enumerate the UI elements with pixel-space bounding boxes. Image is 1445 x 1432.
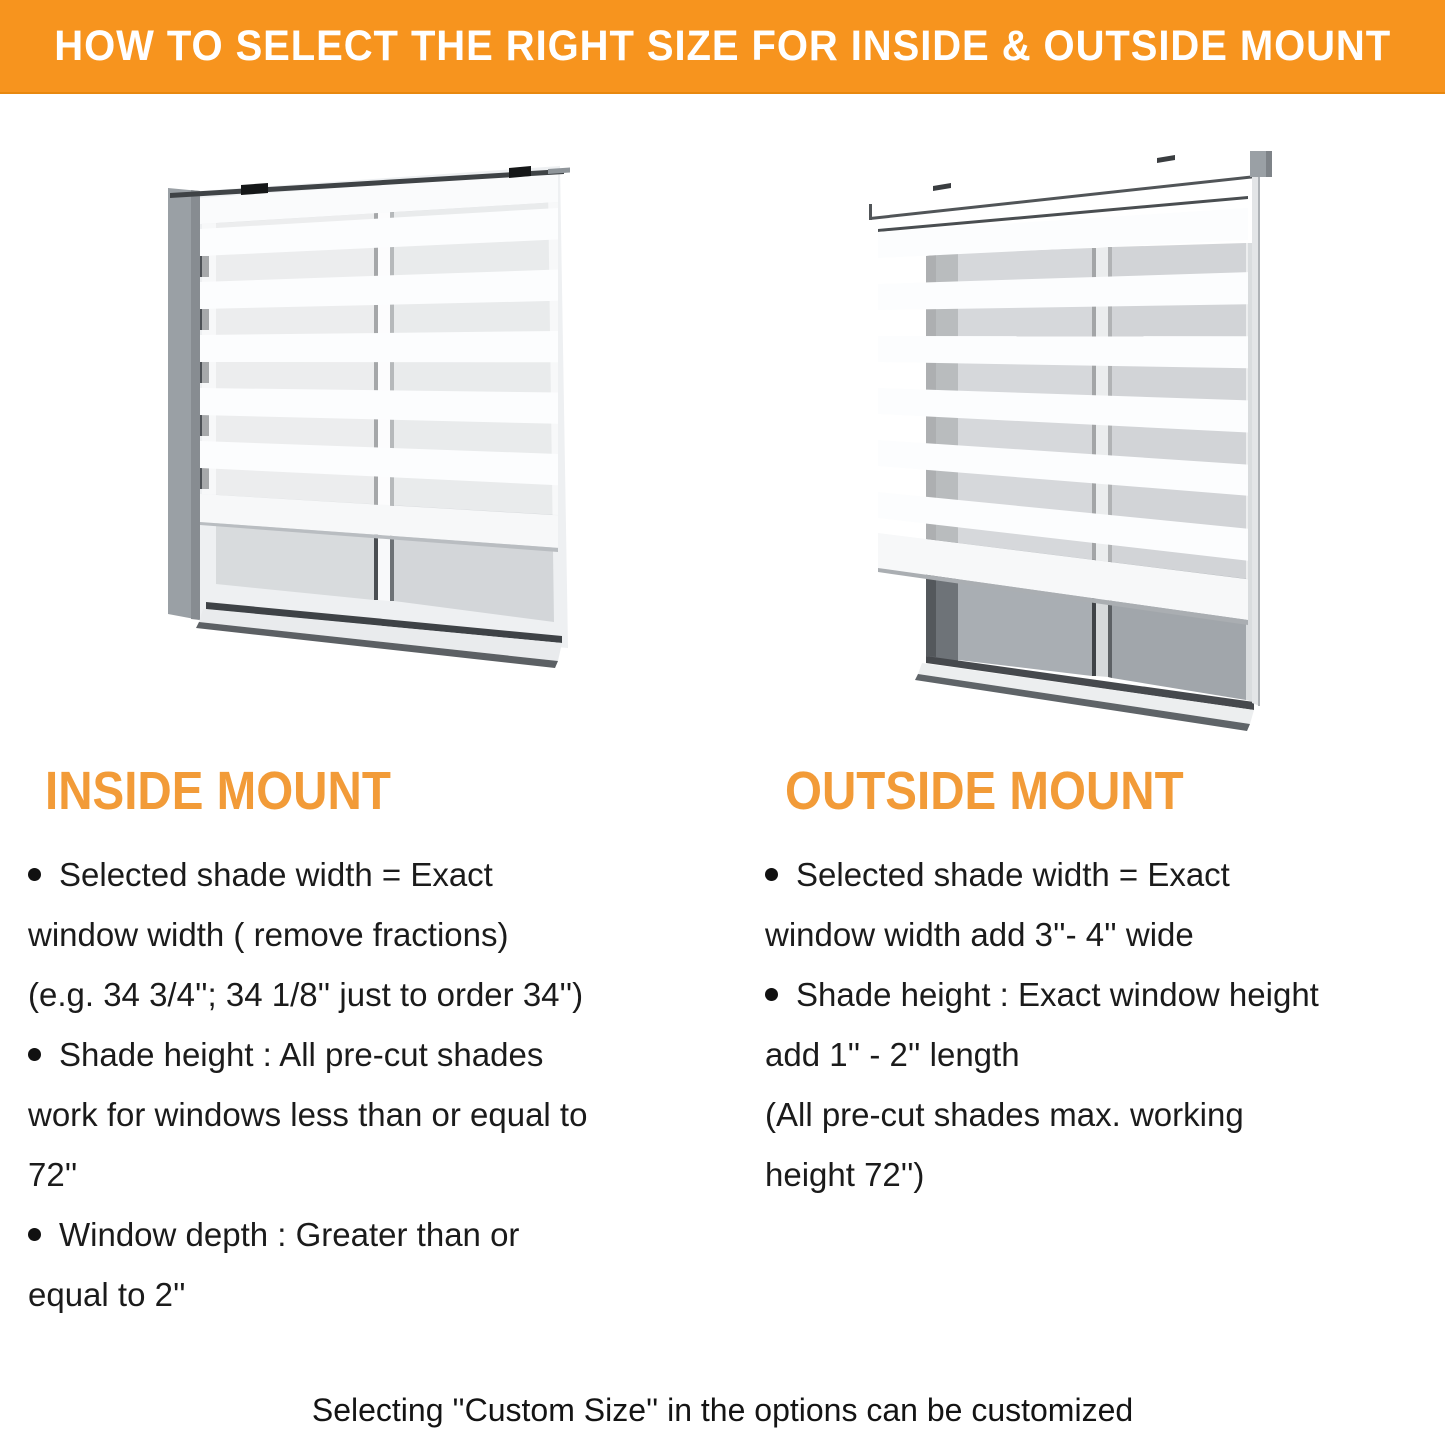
text-line: equal to 2'' — [28, 1276, 186, 1313]
text-line: (e.g. 34 3/4''; 34 1/8'' just to order 34'') — [28, 976, 584, 1013]
text-line: 72'' — [28, 1156, 78, 1193]
text-line: window width add 3''- 4'' wide — [765, 916, 1194, 953]
end-bracket — [1250, 151, 1272, 177]
text-line: work for windows less than or equal to — [28, 1096, 588, 1133]
bullet-dot — [28, 1048, 41, 1061]
side-channel — [1252, 177, 1260, 706]
text-line: Shade height : All pre-cut shades — [28, 1025, 743, 1085]
bullet-dot — [765, 988, 778, 1001]
zebra-shade — [200, 172, 558, 552]
text-line: (All pre-cut shades max. working — [765, 1096, 1244, 1133]
text-line: Shade height : Exact window height — [765, 965, 1435, 1025]
banner — [0, 0, 1445, 94]
wall-brackets — [869, 155, 1256, 220]
bullet-dot — [28, 1228, 41, 1241]
outside-mount-illustration — [858, 140, 1320, 755]
zebra-shade — [878, 196, 1248, 625]
text-line: Window depth : Greater than or — [28, 1205, 743, 1265]
inside-mount-instructions — [28, 845, 743, 1325]
text-line: height 72'') — [765, 1156, 925, 1193]
custom-size-note: Selecting ''Custom Size'' in the options can be customized — [311, 1392, 1134, 1428]
inside-mount-heading-text: INSIDE MOUNT — [45, 761, 391, 821]
outside-mount-instructions — [765, 845, 1435, 1205]
text-line: window width ( remove fractions) — [28, 916, 509, 953]
text-line: Selected shade width = Exact — [765, 845, 1435, 905]
banner-title: HOW TO SELECT THE RIGHT SIZE FOR INSIDE & OUTSIDE MOUNT — [54, 21, 1391, 70]
text-line: Selected shade width = Exact — [28, 845, 743, 905]
outside-mount-heading-text: OUTSIDE MOUNT — [785, 761, 1184, 821]
text-line: add 1'' - 2'' length — [765, 1036, 1020, 1073]
bullet-dot — [28, 868, 41, 881]
outside-mount-heading — [785, 760, 1238, 830]
inside-mount-illustration — [140, 128, 680, 748]
inside-mount-heading — [45, 760, 438, 830]
bullet-dot — [765, 868, 778, 881]
